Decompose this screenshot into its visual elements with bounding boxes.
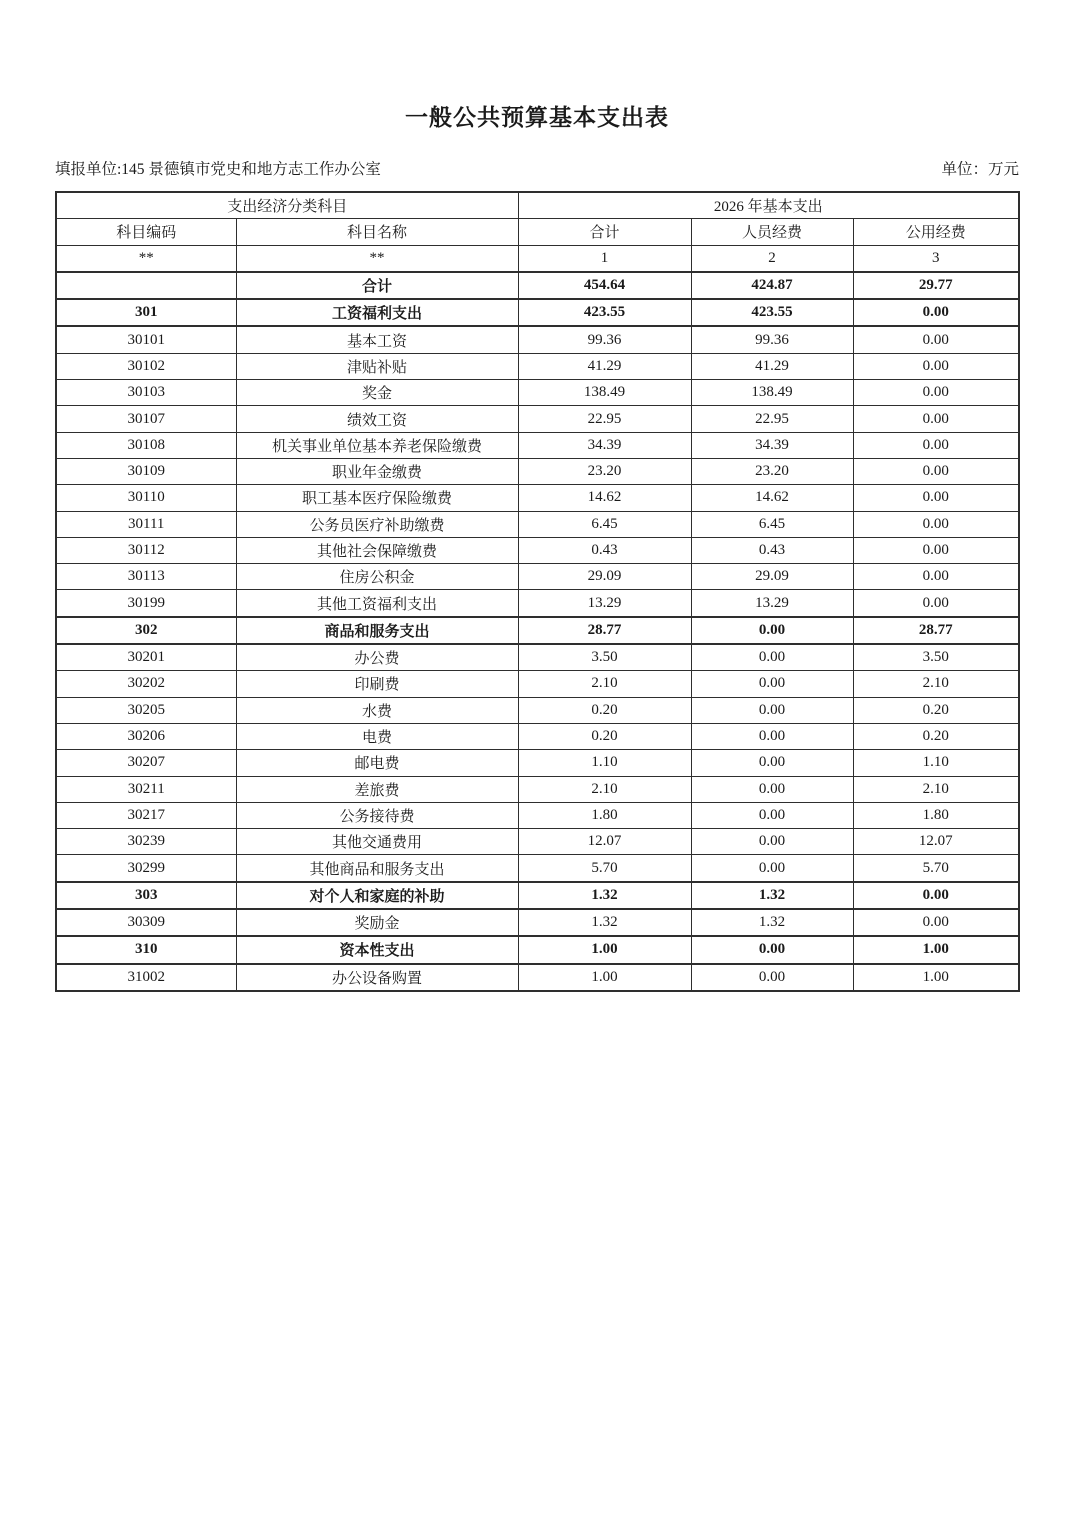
cell-personnel: 0.00 (691, 776, 853, 802)
cell-total: 423.55 (518, 299, 691, 326)
cell-name: 办公设备购置 (236, 964, 518, 991)
cell-personnel: 0.00 (691, 750, 853, 776)
cell-personnel: 0.00 (691, 855, 853, 882)
cell-total: 29.09 (518, 564, 691, 590)
cell-personnel: 0.00 (691, 671, 853, 697)
cell-name: 机关事业单位基本养老保险缴费 (236, 432, 518, 458)
cell-total: 2.10 (518, 776, 691, 802)
cell-personnel: 0.00 (691, 617, 853, 644)
cell-code: 30110 (56, 485, 236, 511)
cell-total: 0.20 (518, 723, 691, 749)
index-cell-personnel: 2 (691, 245, 853, 272)
table-body (56, 272, 1019, 991)
cell-name: 差旅费 (236, 776, 518, 802)
cell-public: 3.50 (853, 644, 1019, 671)
header-group-year: 2026 年基本支出 (518, 192, 1019, 219)
table-row (56, 697, 1019, 723)
cell-name: 奖励金 (236, 909, 518, 936)
cell-code: 30113 (56, 564, 236, 590)
header-columns-row (56, 219, 1019, 245)
table-row (56, 299, 1019, 326)
cell-code: 30217 (56, 802, 236, 828)
cell-public: 0.00 (853, 511, 1019, 537)
cell-personnel: 41.29 (691, 353, 853, 379)
cell-code: 30299 (56, 855, 236, 882)
cell-total: 1.10 (518, 750, 691, 776)
index-cell-total: 1 (518, 245, 691, 272)
cell-total: 34.39 (518, 432, 691, 458)
cell-code: 30239 (56, 829, 236, 855)
table-row (56, 802, 1019, 828)
cell-total: 6.45 (518, 511, 691, 537)
cell-code: 30202 (56, 671, 236, 697)
cell-public: 0.00 (853, 485, 1019, 511)
report-unit-label: 填报单位:145 景德镇市党史和地方志工作办公室 (55, 161, 381, 178)
cell-code: 30211 (56, 776, 236, 802)
cell-name: 工资福利支出 (236, 299, 518, 326)
cell-total: 12.07 (518, 829, 691, 855)
table-row (56, 406, 1019, 432)
table-row (56, 511, 1019, 537)
table-row (56, 964, 1019, 991)
expenditure-table (55, 191, 1020, 992)
table-row (56, 617, 1019, 644)
cell-name: 职工基本医疗保险缴费 (236, 485, 518, 511)
cell-code: 30309 (56, 909, 236, 936)
cell-total: 454.64 (518, 272, 691, 299)
cell-public: 0.20 (853, 723, 1019, 749)
cell-public: 0.20 (853, 697, 1019, 723)
header-index-row (56, 245, 1019, 272)
cell-personnel: 1.32 (691, 882, 853, 909)
table-row (56, 272, 1019, 299)
cell-public: 0.00 (853, 458, 1019, 484)
cell-public: 1.80 (853, 802, 1019, 828)
cell-public: 12.07 (853, 829, 1019, 855)
cell-total: 13.29 (518, 590, 691, 617)
cell-name: 其他社会保障缴费 (236, 537, 518, 563)
cell-code: 31002 (56, 964, 236, 991)
cell-total: 3.50 (518, 644, 691, 671)
cell-code: 30199 (56, 590, 236, 617)
cell-personnel: 0.00 (691, 697, 853, 723)
table-header (56, 192, 1019, 272)
meta-line (55, 159, 1019, 180)
cell-total: 1.32 (518, 882, 691, 909)
table-row (56, 432, 1019, 458)
table-row (56, 485, 1019, 511)
cell-personnel: 0.00 (691, 964, 853, 991)
cell-public: 28.77 (853, 617, 1019, 644)
unit-label: 单位：万元 (941, 161, 1019, 178)
index-cell-name: ** (236, 245, 518, 272)
cell-name: 邮电费 (236, 750, 518, 776)
table-row (56, 537, 1019, 563)
cell-code: 30207 (56, 750, 236, 776)
cell-total: 138.49 (518, 380, 691, 406)
page-title: 一般公共预算基本支出表 (405, 105, 669, 130)
cell-code: 301 (56, 299, 236, 326)
cell-public: 1.00 (853, 936, 1019, 963)
header-col-name: 科目名称 (236, 219, 518, 245)
cell-total: 41.29 (518, 353, 691, 379)
cell-personnel: 99.36 (691, 326, 853, 353)
cell-name: 奖金 (236, 380, 518, 406)
cell-public: 0.00 (853, 537, 1019, 563)
cell-public: 5.70 (853, 855, 1019, 882)
table-row (56, 829, 1019, 855)
cell-name: 其他交通费用 (236, 829, 518, 855)
table-row (56, 644, 1019, 671)
cell-name: 水费 (236, 697, 518, 723)
cell-total: 99.36 (518, 326, 691, 353)
cell-code: 30206 (56, 723, 236, 749)
cell-total: 22.95 (518, 406, 691, 432)
cell-name: 津贴补贴 (236, 353, 518, 379)
header-group-subject: 支出经济分类科目 (56, 192, 518, 219)
index-cell-public: 3 (853, 245, 1019, 272)
cell-public: 0.00 (853, 909, 1019, 936)
cell-total: 2.10 (518, 671, 691, 697)
cell-name: 商品和服务支出 (236, 617, 518, 644)
table-row (56, 909, 1019, 936)
cell-name: 资本性支出 (236, 936, 518, 963)
table-row (56, 380, 1019, 406)
cell-name: 办公费 (236, 644, 518, 671)
cell-personnel: 0.00 (691, 802, 853, 828)
table-row (56, 671, 1019, 697)
cell-name: 其他工资福利支出 (236, 590, 518, 617)
cell-public: 0.00 (853, 882, 1019, 909)
cell-code: 30108 (56, 432, 236, 458)
cell-total: 14.62 (518, 485, 691, 511)
cell-code: 30205 (56, 697, 236, 723)
cell-public: 0.00 (853, 564, 1019, 590)
cell-total: 1.00 (518, 964, 691, 991)
cell-public: 0.00 (853, 326, 1019, 353)
cell-name: 电费 (236, 723, 518, 749)
header-group-row (56, 192, 1019, 219)
cell-code: 303 (56, 882, 236, 909)
cell-total: 1.32 (518, 909, 691, 936)
cell-public: 2.10 (853, 776, 1019, 802)
header-col-total: 合计 (518, 219, 691, 245)
cell-personnel: 34.39 (691, 432, 853, 458)
table-row (56, 882, 1019, 909)
cell-total: 28.77 (518, 617, 691, 644)
index-cell-code: ** (56, 245, 236, 272)
table-row (56, 326, 1019, 353)
cell-personnel: 424.87 (691, 272, 853, 299)
table-row (56, 776, 1019, 802)
cell-public: 29.77 (853, 272, 1019, 299)
cell-code: 30102 (56, 353, 236, 379)
cell-name: 合计 (236, 272, 518, 299)
cell-personnel: 23.20 (691, 458, 853, 484)
cell-personnel: 0.00 (691, 723, 853, 749)
cell-name: 印刷费 (236, 671, 518, 697)
cell-name: 职业年金缴费 (236, 458, 518, 484)
table-row (56, 855, 1019, 882)
table-row (56, 564, 1019, 590)
cell-public: 0.00 (853, 353, 1019, 379)
table-row (56, 936, 1019, 963)
header-col-personnel: 人员经费 (691, 219, 853, 245)
cell-personnel: 0.43 (691, 537, 853, 563)
cell-personnel: 13.29 (691, 590, 853, 617)
cell-name: 其他商品和服务支出 (236, 855, 518, 882)
cell-name: 绩效工资 (236, 406, 518, 432)
table-row (56, 458, 1019, 484)
cell-total: 0.43 (518, 537, 691, 563)
cell-code: 30107 (56, 406, 236, 432)
cell-personnel: 14.62 (691, 485, 853, 511)
cell-personnel: 138.49 (691, 380, 853, 406)
header-col-code: 科目编码 (56, 219, 236, 245)
cell-code: 30101 (56, 326, 236, 353)
cell-personnel: 6.45 (691, 511, 853, 537)
table-row (56, 723, 1019, 749)
header-col-public: 公用经费 (853, 219, 1019, 245)
cell-code: 302 (56, 617, 236, 644)
table-row (56, 353, 1019, 379)
cell-code: 310 (56, 936, 236, 963)
cell-name: 对个人和家庭的补助 (236, 882, 518, 909)
cell-personnel: 1.32 (691, 909, 853, 936)
cell-public: 0.00 (853, 590, 1019, 617)
cell-public: 1.10 (853, 750, 1019, 776)
cell-name: 公务接待费 (236, 802, 518, 828)
cell-code (56, 272, 236, 299)
cell-public: 0.00 (853, 406, 1019, 432)
cell-public: 0.00 (853, 299, 1019, 326)
cell-total: 1.80 (518, 802, 691, 828)
cell-code: 30112 (56, 537, 236, 563)
cell-personnel: 0.00 (691, 829, 853, 855)
cell-total: 1.00 (518, 936, 691, 963)
cell-code: 30109 (56, 458, 236, 484)
cell-total: 5.70 (518, 855, 691, 882)
cell-total: 0.20 (518, 697, 691, 723)
cell-public: 0.00 (853, 432, 1019, 458)
cell-personnel: 29.09 (691, 564, 853, 590)
cell-public: 1.00 (853, 964, 1019, 991)
cell-code: 30103 (56, 380, 236, 406)
cell-personnel: 423.55 (691, 299, 853, 326)
cell-code: 30201 (56, 644, 236, 671)
cell-personnel: 0.00 (691, 936, 853, 963)
table-row (56, 750, 1019, 776)
cell-code: 30111 (56, 511, 236, 537)
cell-name: 住房公积金 (236, 564, 518, 590)
cell-name: 公务员医疗补助缴费 (236, 511, 518, 537)
cell-personnel: 22.95 (691, 406, 853, 432)
cell-name: 基本工资 (236, 326, 518, 353)
cell-total: 23.20 (518, 458, 691, 484)
cell-public: 0.00 (853, 380, 1019, 406)
table-row (56, 590, 1019, 617)
cell-personnel: 0.00 (691, 644, 853, 671)
cell-public: 2.10 (853, 671, 1019, 697)
